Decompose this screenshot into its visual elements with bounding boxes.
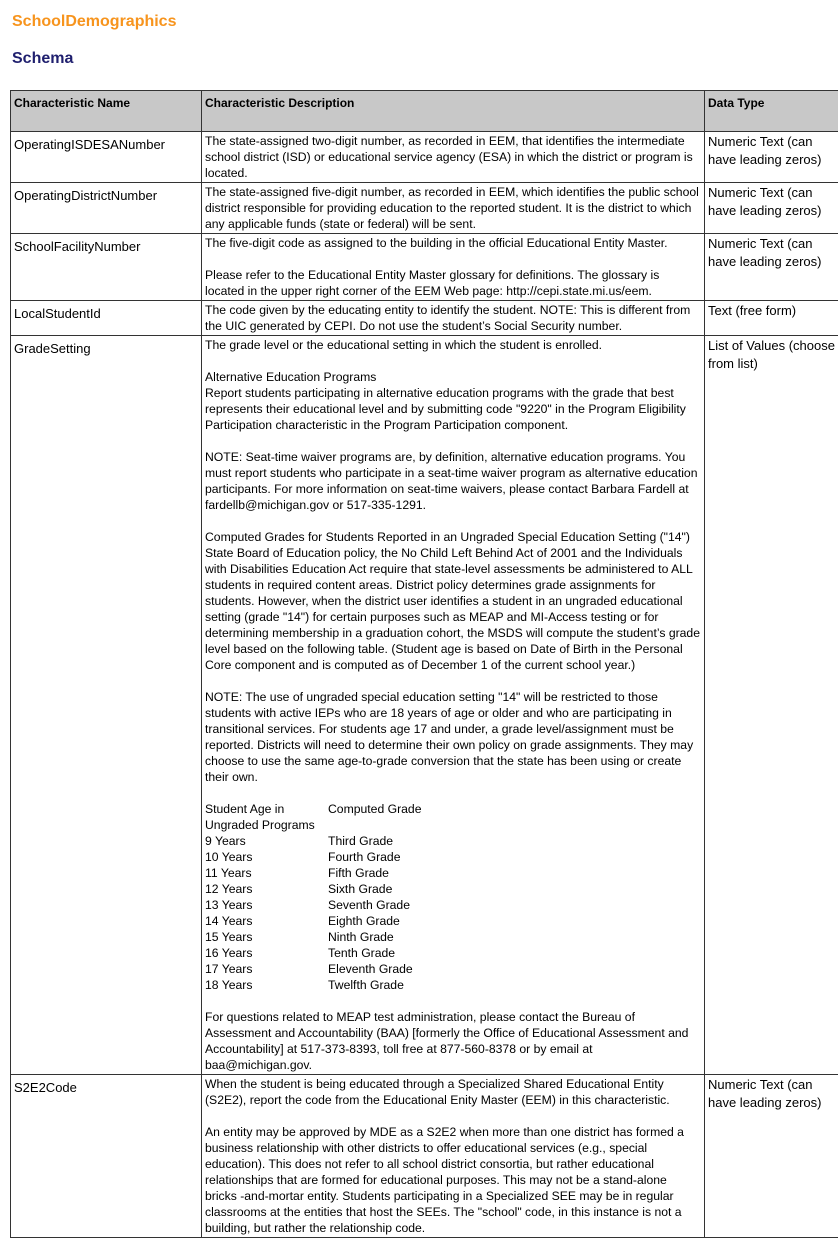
age-cell: 18 Years <box>205 978 253 992</box>
data-type: Numeric Text (can have leading zeros) <box>705 1075 838 1238</box>
table-row <box>11 301 838 336</box>
grade-cell: Sixth Grade <box>328 882 393 896</box>
characteristic-description <box>202 1075 705 1238</box>
table-row <box>11 183 838 234</box>
description-paragraph: For questions related to MEAP test administration, please contact the Bureau of Assessment and Accountability (BAA) [formerly the Office of Educational Assessment and Accountability] at 517-373-8393, toll free at 877-560-8378 or by email at baa@michigan.gov. <box>205 1010 689 1072</box>
age-cell: 16 Years <box>205 946 253 960</box>
characteristic-name: OperatingDistrictNumber <box>11 183 202 234</box>
description-paragraph: The grade level or the educational setting in which the student is enrolled. <box>205 338 603 352</box>
grade-cell: Fifth Grade <box>328 866 389 880</box>
grade-cell: Tenth Grade <box>328 946 396 960</box>
grade-cell: Twelfth Grade <box>328 978 404 992</box>
data-type: Text (free form) <box>705 301 838 336</box>
age-cell: 13 Years <box>205 898 253 912</box>
grade-cell: Eleventh Grade <box>328 962 413 976</box>
description-paragraph: When the student is being educated through a Specialized Shared Educational Entity (S2E2), report the code from the Educational Enity Master (EEM) in this characteristic. <box>205 1077 670 1107</box>
characteristic-name: LocalStudentId <box>11 301 202 336</box>
document-title: SchoolDemographics <box>12 13 177 30</box>
description-paragraph: The state-assigned two-digit number, as recorded in EEM, that identifies the intermediate school district (ISD) or educational service agency (ESA) in which the district or program is located. <box>205 134 693 180</box>
age-cell: 11 Years <box>205 866 252 880</box>
header-data-type: Data Type <box>705 91 838 132</box>
age-grade-table <box>205 801 701 993</box>
description-paragraph: Computed Grades for Students Reported in an Ungraded Special Education Setting ("14") State Board of Education policy, the No Child Left Behind Act of 2001 and the Individuals with Disabilities Education Act require that state-level assessments be administered to ALL students in required content areas. District policy determines grade assignments for students. However, when the district user identifies a student in an ungraded educational setting (grade "14") for certain purposes such as MEAP and MI-Access testing or for determining membership in a graduation cohort, the MSDS will compute the student’s grade level based on the following table. (Student age is based on Date of Birth in the Personal Core component and is computed as of December 1 of the current school year.) <box>205 530 700 672</box>
grade-header: Computed Grade <box>328 802 422 816</box>
data-type: List of Values (choose from list) <box>705 336 838 1075</box>
age-header: Student Age in Ungraded Programs <box>205 802 315 832</box>
header-characteristic-name: Characteristic Name <box>11 91 202 132</box>
age-cell: 15 Years <box>205 930 253 944</box>
description-paragraph: Alternative Education Programs Report students participating in alternative education programs with the grade that best represents their educational level and by submitting code "9220" in the Program Eligibility Participation characteristic in the Program Participation component. <box>205 370 686 432</box>
schema-table <box>10 90 838 1238</box>
characteristic-description <box>202 234 705 301</box>
characteristic-name: SchoolFacilityNumber <box>11 234 202 301</box>
data-type: Numeric Text (can have leading zeros) <box>705 234 838 301</box>
characteristic-description <box>202 301 705 336</box>
section-title: Schema <box>12 50 74 67</box>
table-row <box>11 1075 838 1238</box>
data-type: Numeric Text (can have leading zeros) <box>705 183 838 234</box>
table-row <box>11 336 838 1075</box>
header-characteristic-description: Characteristic Description <box>202 91 705 132</box>
characteristic-description <box>202 336 705 1075</box>
characteristic-name: S2E2Code <box>11 1075 202 1238</box>
description-paragraph: An entity may be approved by MDE as a S2E2 when more than one district has formed a business relationship with other districts to offer educational services (e.g., special education). This does not refer to all school district consortia, but rather educational relationships that are formed for educational purposes. This may not be a stand-alone bricks -and-mortar entity. Students participating in a Specialized SEE may be in regular classrooms at the entities that host the SEEs. The "school" code, in this instance is not a building, but rather the relationship code. <box>205 1125 684 1235</box>
grade-cell: Eighth Grade <box>328 914 400 928</box>
age-cell: 9 Years <box>205 834 246 848</box>
age-cell: 12 Years <box>205 882 253 896</box>
description-paragraph: The five-digit code as assigned to the building in the official Educational Entity Master. <box>205 236 668 250</box>
grade-cell: Fourth Grade <box>328 850 401 864</box>
data-type: Numeric Text (can have leading zeros) <box>705 132 838 183</box>
table-body <box>11 132 838 1238</box>
description-paragraph: The code given by the educating entity to identify the student. NOTE: This is different from the UIC generated by CEPI. Do not use the student’s Social Security number. <box>205 303 691 333</box>
description-paragraph: NOTE: The use of ungraded special education setting "14" will be restricted to those students with active IEPs who are 18 years of age or older and who are participating in transitional services. For students age 17 and under, a grade level/assignment must be reported. Districts will need to determine their own policy on grade assignments. They may choose to use the same age-to-grade conversion that the state has been using or create their own. <box>205 690 694 784</box>
characteristic-name: GradeSetting <box>11 336 202 1075</box>
grade-cell: Ninth Grade <box>328 930 394 944</box>
age-cell: 17 Years <box>205 962 253 976</box>
characteristic-description <box>202 132 705 183</box>
table-header-row <box>11 91 838 132</box>
grade-cell: Third Grade <box>328 834 394 848</box>
characteristic-name: OperatingISDESANumber <box>11 132 202 183</box>
table-row <box>11 132 838 183</box>
description-paragraph: Please refer to the Educational Entity Master glossary for definitions. The glossary is located in the upper right corner of the EEM Web page: http://cepi.state.mi.us/eem. <box>205 268 660 298</box>
characteristic-description <box>202 183 705 234</box>
age-cell: 14 Years <box>205 914 253 928</box>
age-cell: 10 Years <box>205 850 253 864</box>
grade-cell: Seventh Grade <box>328 898 410 912</box>
description-paragraph: NOTE: Seat-time waiver programs are, by definition, alternative education programs. You must report students who participate in a seat-time waiver program as alternative education participants. For more information on seat-time waivers, please contact Barbara Fardell at fardellb@michigan.gov or 517-335-1291. <box>205 450 698 512</box>
table-row <box>11 234 838 301</box>
description-paragraph: The state-assigned five-digit number, as recorded in EEM, which identifies the public school district responsible for providing education to the reported student. It is the district to which any applicable funds (state or federal) will be sent. <box>205 185 699 231</box>
